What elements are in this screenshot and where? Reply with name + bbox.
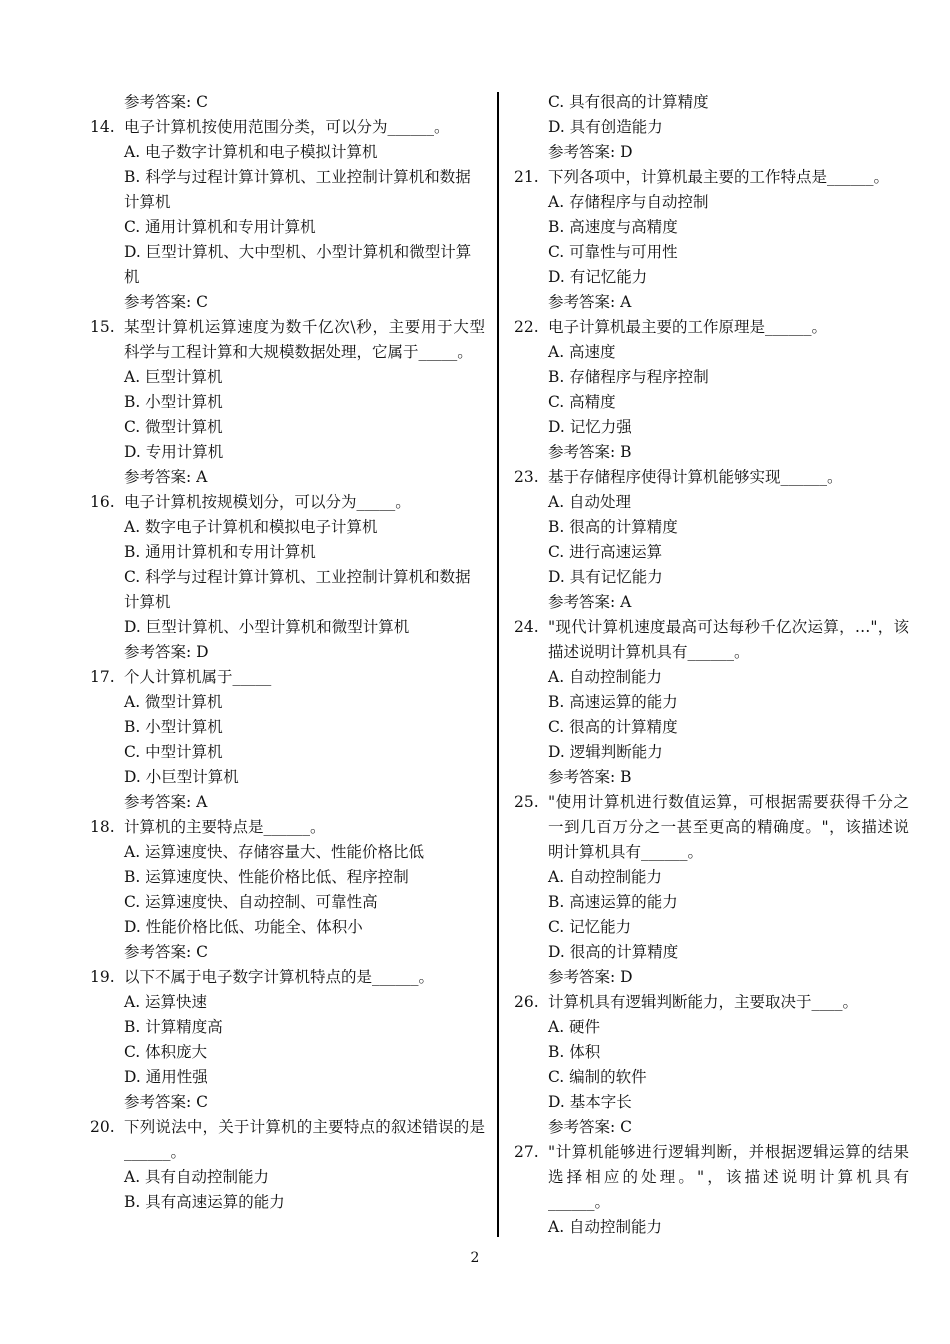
question-text: 个人计算机属于_____: [124, 668, 272, 686]
question-text: 计算机具有逻辑判断能力，主要取决于____。: [548, 993, 859, 1011]
reference-answer: 参考答案: C: [124, 293, 209, 311]
reference-answer: 参考答案: A: [124, 793, 208, 811]
answer-option: B. 小型计算机: [124, 718, 223, 736]
question-number: 20.: [90, 1118, 115, 1136]
answer-option: B. 体积: [548, 1043, 601, 1061]
question-number: 25.: [514, 793, 539, 811]
answer-option: D. 通用性强: [124, 1068, 208, 1086]
question-number: 19.: [90, 968, 115, 986]
question-item: [90, 490, 485, 665]
question-item: [90, 115, 485, 315]
question-number: 23.: [514, 468, 539, 486]
reference-answer: 参考答案: C: [124, 943, 209, 961]
answer-option: D. 具有记忆能力: [548, 568, 663, 586]
right-column: [514, 90, 909, 1240]
question-number: 26.: [514, 993, 539, 1011]
answer-option: D. 有记忆能力: [548, 268, 648, 286]
answer-option: D. 性能价格比低、功能全、体积小: [124, 918, 363, 936]
question-list: [90, 115, 485, 1215]
answer-option: D. 基本字长: [548, 1093, 632, 1111]
answer-option: B. 高速度与高精度: [548, 218, 678, 236]
answer-option: B. 小型计算机: [124, 393, 223, 411]
question-number: 27.: [514, 1143, 539, 1161]
continued-answer: 参考答案: C: [124, 93, 209, 111]
answer-option: A. 电子数字计算机和电子模拟计算机: [124, 143, 378, 161]
reference-answer: 参考答案: C: [548, 1118, 633, 1136]
continued-question: [514, 90, 909, 165]
question-number: 18.: [90, 818, 115, 836]
question-number: 15.: [90, 318, 115, 336]
question-number: 17.: [90, 668, 115, 686]
answer-option: D. 小巨型计算机: [124, 768, 239, 786]
answer-option: C. 中型计算机: [124, 743, 223, 761]
reference-answer: 参考答案: D: [548, 968, 633, 986]
reference-answer: 参考答案: A: [548, 293, 632, 311]
answer-option: B. 具有高速运算的能力: [124, 1193, 285, 1211]
answer-option: C. 很高的计算精度: [548, 718, 678, 736]
question-text: 以下不属于电子数字计算机特点的是______。: [124, 968, 435, 986]
answer-option: D. 记忆力强: [548, 418, 632, 436]
reference-answer: 参考答案: D: [548, 143, 633, 161]
question-text: 计算机的主要特点是______。: [124, 818, 326, 836]
answer-option: C. 高精度: [548, 393, 616, 411]
question-text: "计算机能够进行逻辑判断，并根据逻辑运算的结果选择相应的处理。"，该描述说明计算机具有______。: [548, 1143, 909, 1211]
question-item: [514, 790, 909, 990]
question-number: 16.: [90, 493, 115, 511]
answer-option: A. 自动控制能力: [548, 668, 663, 686]
question-text: "使用计算机进行数值运算，可根据需要获得千分之一到几百万分之一甚至更高的精确度。"，该描述说明计算机具有______。: [548, 793, 909, 861]
answer-option: C. 科学与过程计算计算机、工业控制计算机和数据计算机: [124, 568, 471, 611]
question-text: 电子计算机按使用范围分类，可以分为______。: [124, 118, 450, 136]
answer-option: A. 自动控制能力: [548, 1218, 663, 1236]
answer-option: B. 高速运算的能力: [548, 893, 678, 911]
reference-answer: 参考答案: A: [124, 468, 208, 486]
question-number: 24.: [514, 618, 539, 636]
answer-option: C. 体积庞大: [124, 1043, 208, 1061]
question-item: [514, 1140, 909, 1240]
question-item: [514, 615, 909, 790]
question-item: [514, 990, 909, 1140]
answer-option: A. 数字电子计算机和模拟电子计算机: [124, 518, 378, 536]
answer-option: A. 运算快速: [124, 993, 208, 1011]
question-text: 下列说法中，关于计算机的主要特点的叙述错误的是______。: [124, 1118, 485, 1161]
answer-option: C. 记忆能力: [548, 918, 632, 936]
page-number: 2: [470, 1250, 480, 1266]
reference-answer: 参考答案: C: [124, 1093, 209, 1111]
answer-option: A. 硬件: [548, 1018, 601, 1036]
question-number: 22.: [514, 318, 539, 336]
answer-option: D. 巨型计算机、小型计算机和微型计算机: [124, 618, 410, 636]
answer-option: A. 运算速度快、存储容量大、性能价格比低: [124, 843, 425, 861]
left-column: [90, 90, 485, 1215]
answer-option: B. 通用计算机和专用计算机: [124, 543, 316, 561]
answer-option: C. 通用计算机和专用计算机: [124, 218, 316, 236]
reference-answer: 参考答案: B: [548, 768, 632, 786]
answer-option: C. 运算速度快、自动控制、可靠性高: [124, 893, 378, 911]
question-text: 基于存储程序使得计算机能够实现______。: [548, 468, 843, 486]
answer-option: B. 存储程序与程序控制: [548, 368, 709, 386]
answer-option: B. 高速运算的能力: [548, 693, 678, 711]
question-text: "现代计算机速度最高可达每秒千亿次运算，…"，该描述说明计算机具有______。: [548, 618, 909, 661]
answer-option: B. 运算速度快、性能价格比低、程序控制: [124, 868, 409, 886]
question-list: [514, 165, 909, 1240]
question-item: [90, 965, 485, 1115]
question-item: [514, 465, 909, 615]
answer-option: A. 巨型计算机: [124, 368, 223, 386]
answer-option: A. 存储程序与自动控制: [548, 193, 709, 211]
answer-option: B. 很高的计算精度: [548, 518, 678, 536]
answer-option: D. 具有创造能力: [548, 118, 663, 136]
answer-option: B. 计算精度高: [124, 1018, 223, 1036]
answer-option: D. 巨型计算机、大中型机、小型计算机和微型计算机: [124, 243, 472, 286]
question-item: [90, 665, 485, 815]
answer-option: A. 具有自动控制能力: [124, 1168, 270, 1186]
answer-option: C. 微型计算机: [124, 418, 223, 436]
answer-option: B. 科学与过程计算计算机、工业控制计算机和数据计算机: [124, 168, 471, 211]
question-text: 下列各项中，计算机最主要的工作特点是______。: [548, 168, 890, 186]
answer-option: C. 具有很高的计算精度: [548, 93, 709, 111]
answer-option: C. 可靠性与可用性: [548, 243, 678, 261]
answer-option: D. 逻辑判断能力: [548, 743, 663, 761]
question-number: 14.: [90, 118, 115, 136]
question-item: [90, 815, 485, 965]
answer-option: C. 进行高速运算: [548, 543, 663, 561]
answer-option: C. 编制的软件: [548, 1068, 647, 1086]
question-text: 电子计算机最主要的工作原理是______。: [548, 318, 828, 336]
answer-option: D. 专用计算机: [124, 443, 224, 461]
reference-answer: 参考答案: A: [548, 593, 632, 611]
answer-option: A. 自动控制能力: [548, 868, 663, 886]
reference-answer: 参考答案: B: [548, 443, 632, 461]
question-item: [90, 1115, 485, 1215]
column-divider: [497, 92, 499, 1237]
question-number: 21.: [514, 168, 539, 186]
question-item: [90, 315, 485, 490]
question-text: 某型计算机运算速度为数千亿次\秒，主要用于大型科学与工程计算和大规模数据处理，它属于_____。: [124, 318, 485, 361]
answer-option: D. 很高的计算精度: [548, 943, 679, 961]
reference-answer: 参考答案: D: [124, 643, 209, 661]
question-text: 电子计算机按规模划分，可以分为_____。: [124, 493, 411, 511]
question-item: [514, 315, 909, 465]
answer-option: A. 微型计算机: [124, 693, 223, 711]
question-item: [514, 165, 909, 315]
answer-option: A. 高速度: [548, 343, 616, 361]
answer-option: A. 自动处理: [548, 493, 632, 511]
